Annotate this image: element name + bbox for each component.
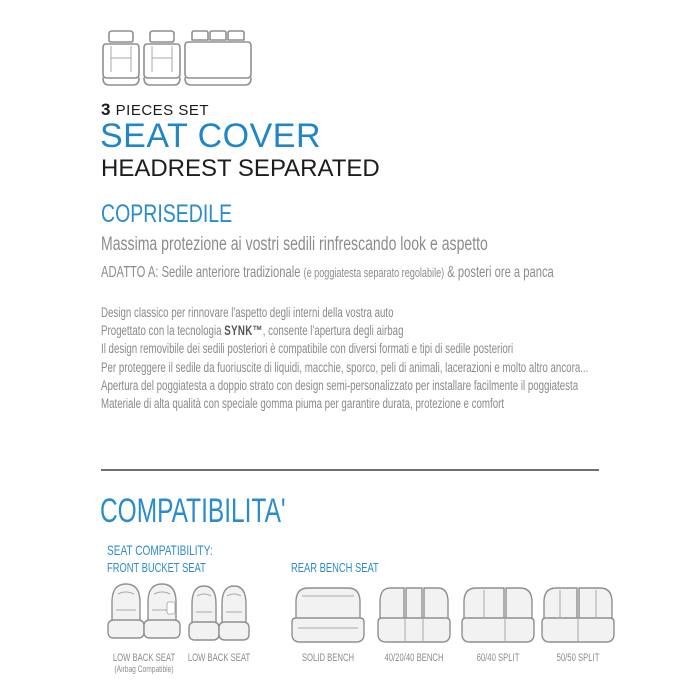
product-title: SEAT COVER [100,117,322,155]
compatibility-heading: COMPATIBILITA' [100,492,286,530]
split-60-40-icon [458,584,538,646]
split-50-50-icon [538,584,618,646]
feature-list [101,304,588,413]
rear-bench-label: REAR BENCH SEAT [291,560,379,575]
synk-logo: SYNK™ [224,323,263,339]
low-back-caption: LOW BACK SEAT [187,652,251,664]
low-back-seat-airbag-icon [104,580,184,646]
front-bucket-label: FRONT BUCKET SEAT [107,560,206,575]
feature-item [101,322,588,340]
feature-item: Design classico per rinnovare l'aspetto degli interni della vostra auto [101,305,394,320]
fit-statement [101,263,554,283]
split-50-50-caption: 50/50 SPLIT [556,652,600,664]
feature-prefix: Progettato con la tecnologia [101,323,222,339]
airbag-note: (Airbag Compatible) [114,664,174,675]
set-count: 3 [101,100,111,119]
rear-bench-icon [182,28,254,88]
low-back-airbag-caption [113,652,176,676]
fit-note: (e poggiatesta separato regolabile) [303,265,445,280]
split-60-40-caption: 60/40 SPLIT [476,652,520,664]
feature-item: Per proteggere il sedile da fuoriuscite di liquidi, macchie, sporco, peli di animali, lacerazioni e molto altro ancora... [101,359,589,375]
seat-caption-label: LOW BACK SEAT [112,652,176,664]
feature-item: Il design removibile dei sedili posteriori è compatibile con diversi formati e tipi di sedile posteriori [101,341,514,357]
product-subtitle: HEADREST SEPARATED [101,155,380,182]
feature-suffix: , consente l'apertura degli airbag [262,323,404,339]
section-heading-coprisedile: COPRISEDILE [101,200,233,228]
feature-item: Apertura del poggiatesta a doppio strato con design semi-personalizzato per installare facilmente il poggiatesta [101,377,579,393]
seat-compatibility-label: SEAT COMPATIBILITY: [107,542,213,558]
front-seat-icon [141,28,183,88]
set-text: PIECES SET [115,102,209,119]
low-back-seat-icon [186,582,252,646]
fit-prefix: ADATTO A: Sedile anteriore tradizionale [101,264,301,281]
tagline: Massima protezione ai vostri sedili rinfrescando look e aspetto [101,234,488,255]
section-divider [101,469,599,471]
solid-bench-icon [288,584,368,646]
fit-suffix: & posteri ore a panca [447,264,554,281]
front-seat-icon [100,28,142,88]
feature-item: Materiale di alta qualità con speciale gomma piuma per garantire durata, protezione e comfort [101,396,505,412]
bench-40-20-40-caption: 40/20/40 BENCH [384,652,444,664]
solid-bench-caption: SOLID BENCH [301,652,355,664]
bench-40-20-40-icon [374,584,454,646]
